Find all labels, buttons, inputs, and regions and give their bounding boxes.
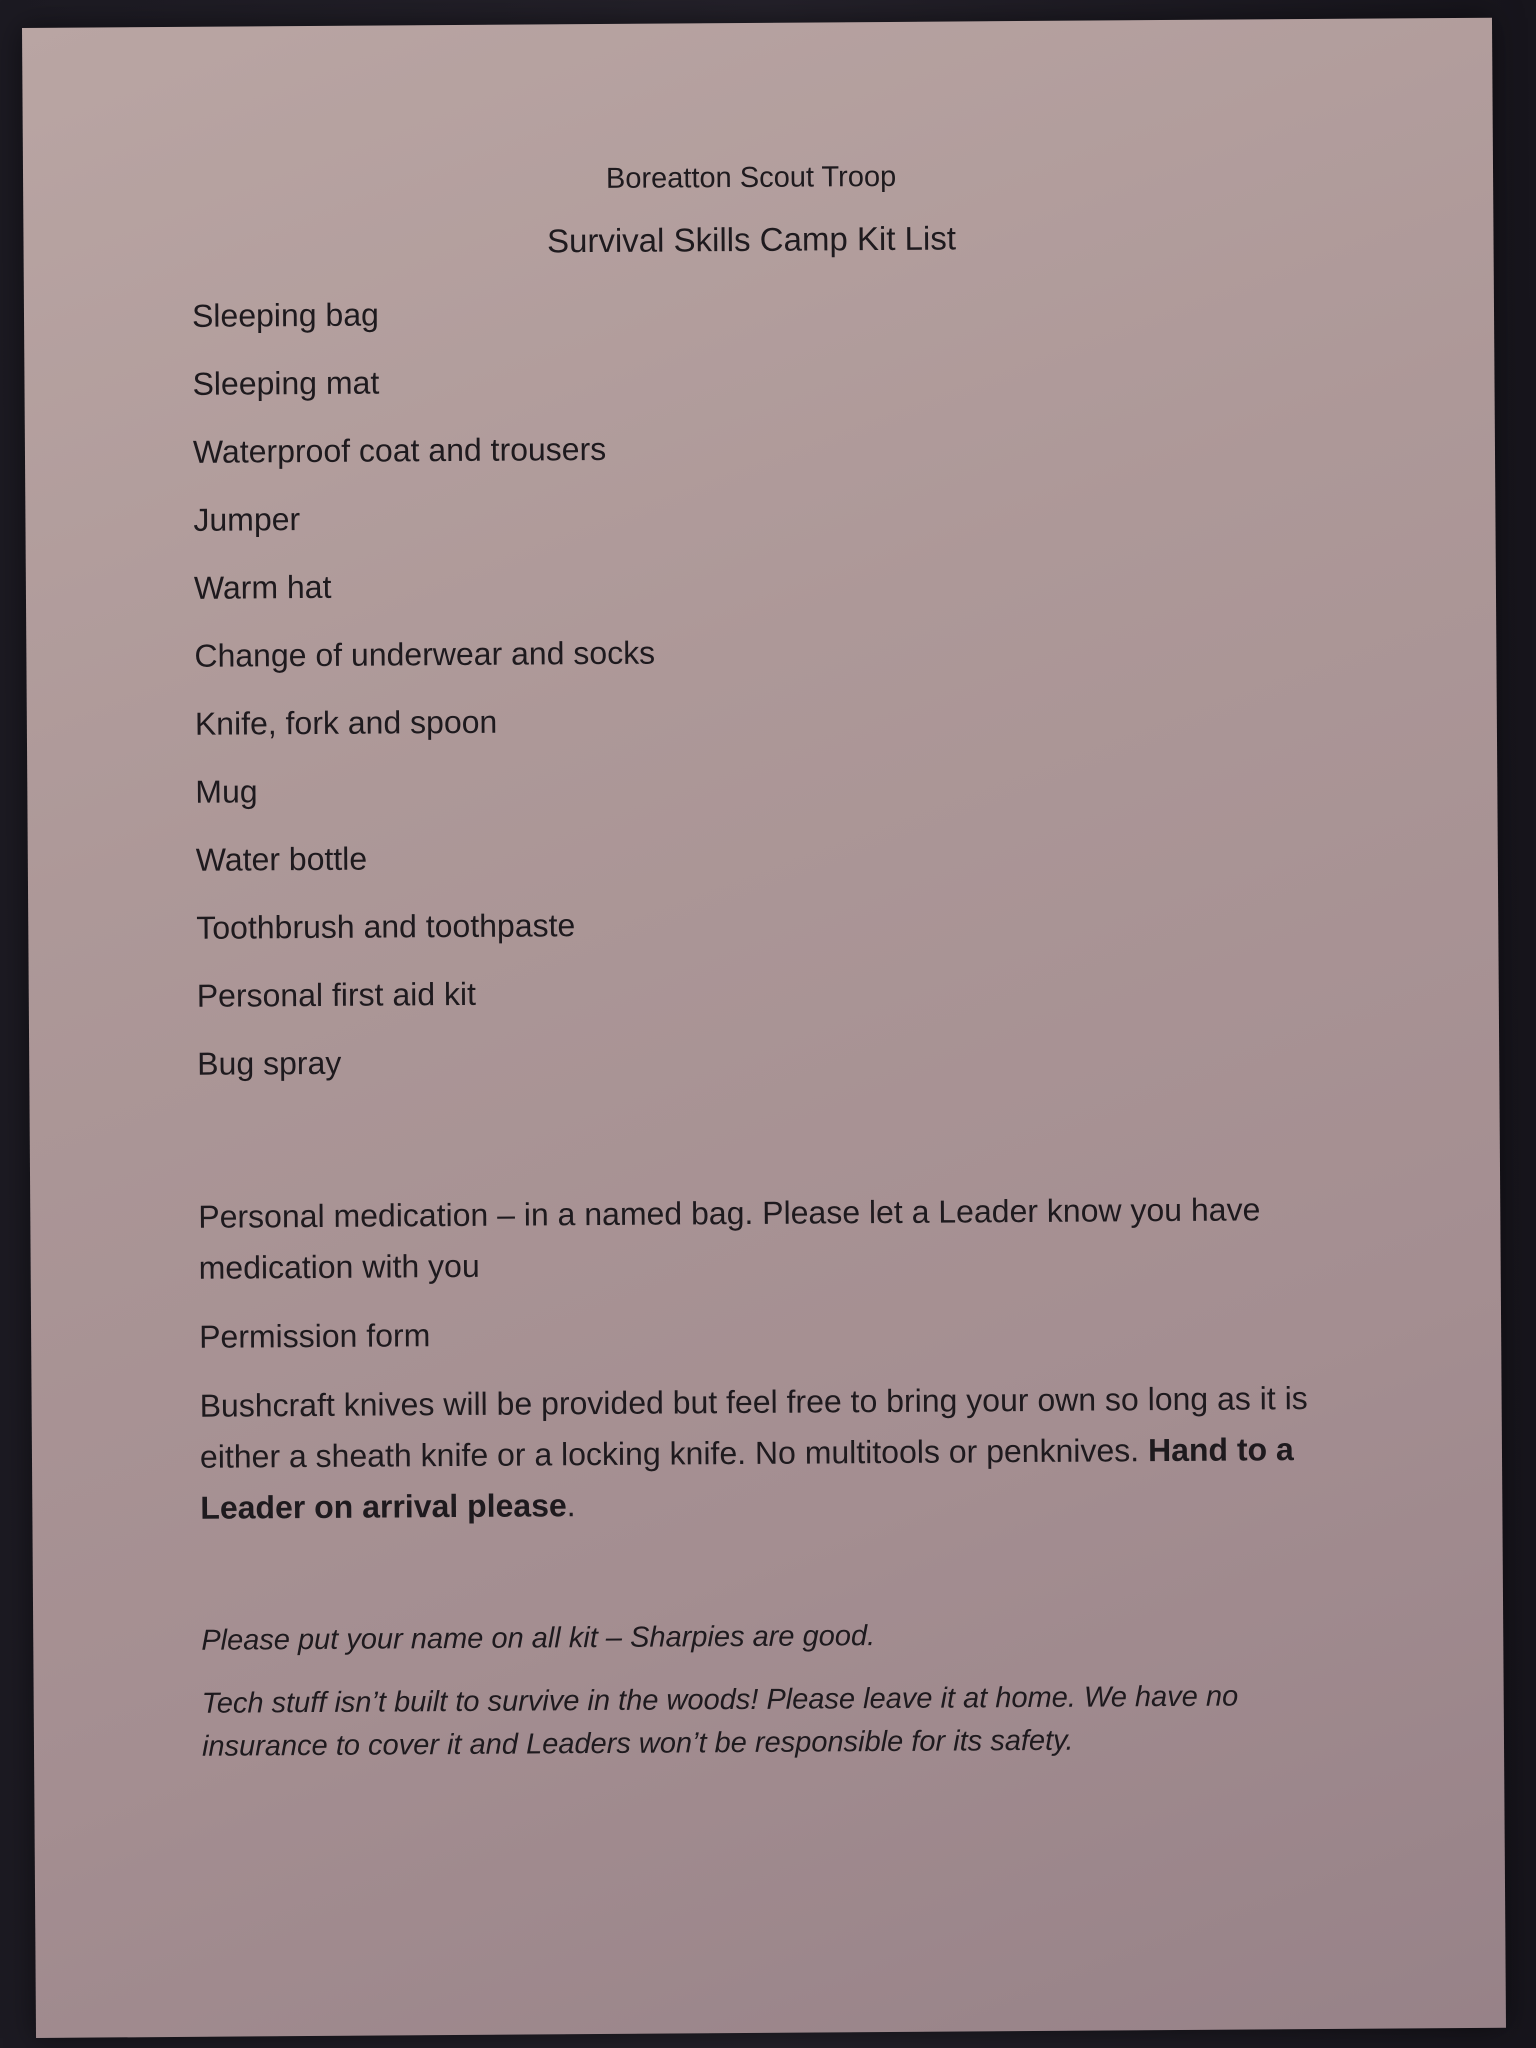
list-item: Waterproof coat and trousers [192, 430, 607, 470]
medication-note: Personal medication – in a named bag. Please let a Leader know you have medication with you [198, 1191, 1261, 1286]
list-item: Water bottle [195, 840, 368, 878]
tech-note: Tech stuff isn’t built to survive in the woods! Please leave it at home. We have no insurance to cover it and Leaders won’t be responsible for its safety. [201, 1680, 1239, 1763]
list-item: Warm hat [193, 568, 332, 606]
list-item: Mug [195, 773, 258, 810]
list-item: Personal first aid kit [196, 975, 477, 1014]
list-item: Bug spray [197, 1044, 342, 1082]
list-item: Sleeping bag [191, 296, 379, 334]
name-kit-note: Please put your name on all kit – Sharpies are good. [201, 1620, 876, 1657]
footer-notes [201, 1612, 1322, 1769]
troop-name: Boreatton Scout Troop [605, 160, 897, 195]
knives-note-text: Bushcraft knives will be provided but feel free to bring your own so long as it is either a sheath knife or a locking knife. No multitools or penknives. [199, 1380, 1308, 1475]
list-item: Toothbrush and toothpaste [196, 907, 576, 946]
knives-note-end: . [566, 1487, 576, 1524]
paper-sheet [22, 18, 1506, 2038]
knives-note [199, 1373, 1320, 1534]
kit-list-document [191, 154, 1322, 1789]
knives-note-emphasis: Hand to a Leader on arrival please [200, 1431, 1294, 1526]
list-item: Knife, fork and spoon [194, 703, 498, 742]
page-title: Survival Skills Camp Kit List [546, 219, 957, 260]
list-item: Sleeping mat [192, 364, 380, 402]
permission-note: Permission form [199, 1317, 431, 1355]
list-item: Jumper [193, 501, 301, 538]
list-item: Change of underwear and socks [194, 634, 656, 674]
kit-list [192, 288, 1318, 1112]
notes-section [198, 1184, 1320, 1534]
